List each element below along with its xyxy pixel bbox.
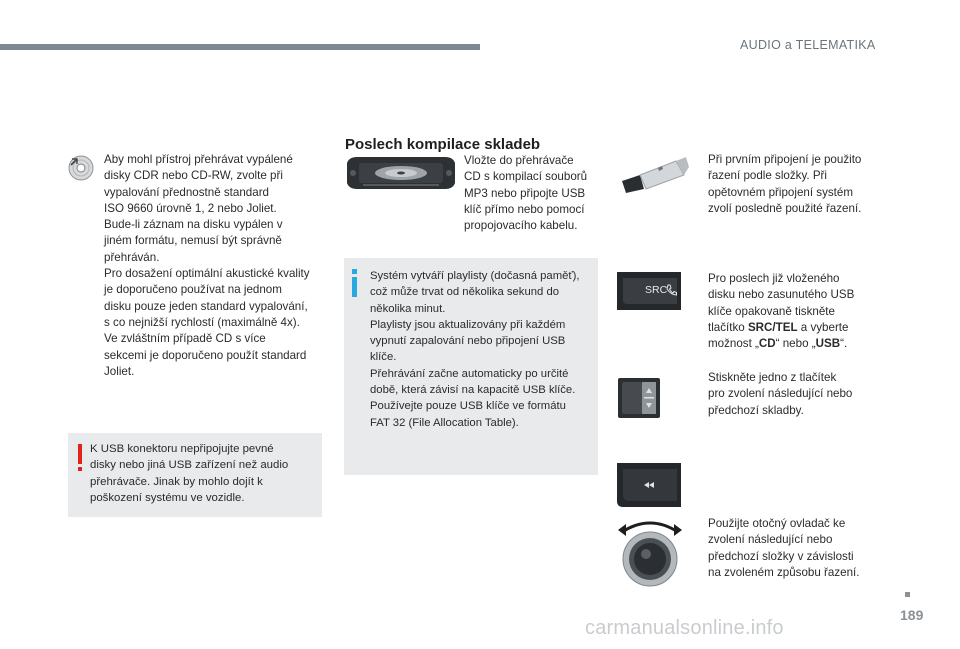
usb-warning-text: K USB konektoru nepřipojujte pevné disky nebo jiná USB zařízení než audio přehrávače. Jinak by mohlo dojít k poškození systému ve vozidle. [90,443,289,504]
track-buttons-text: Stiskněte jedno z tlačítek pro zvolení následující nebo předchozí skladby. [708,371,853,417]
dial-text: Použijte otočný ovladač ke zvolení následující nebo předchozí složky v závislosti na zvoleném způsobu řazení. [708,517,860,579]
src-tel-label: SRC/TEL [747,320,798,334]
cd-option: CD [758,337,776,351]
usb-key-icon [618,155,690,195]
up-down-arrow-buttons [618,378,660,418]
page-number: 189 [900,607,924,623]
insert-media-text: Vložte do přehrávače CD s kompilací souborů MP3 nebo připojte USB klíč přímo nebo pomocí propojovacího kabelu. [464,154,588,233]
src-line-4-post: a vyberte [797,320,849,334]
src-line-5c: “. [840,337,848,351]
src-line-3: klíče opakovaně tiskněte [708,304,835,318]
cd-player-icon [345,155,457,191]
usb-option: USB [815,337,841,351]
src-line-2: disku nebo zasunutého USB [708,288,855,302]
phone-icon [666,284,677,296]
info-icon [350,268,360,298]
rewind-button [617,463,681,507]
src-instruction-text [708,271,854,352]
exclamation-icon [74,443,86,473]
chapter-title: AUDIO a TELEMATIKA [740,38,876,52]
section-title: Poslech kompilace skladeb [345,136,541,153]
src-line-5b: “ nebo „ [775,337,816,351]
rotary-dial-icon [616,518,684,588]
usb-sorting-text: Při prvním připojení je použito řazení podle složky. Při opětovném připojení systém zvolí posledně použité řazení. [708,153,862,215]
header-bar [0,44,480,50]
src-button-label: SRC [645,284,668,296]
src-line-5a: možnost „ [708,337,759,351]
src-line-4-pre: tlačítko [708,320,748,334]
src-line-1: Pro poslech již vloženého [708,272,840,285]
playlist-info-text: Systém vytváří playlisty (dočasná paměť), což může trvat od několika sekund do několika minut. Playlisty jsou aktualizovány při každém vypnutí zapalování nebo připojení USB klíče. Přehrávání začne automaticky po určité době, která závisí na kapacitě USB klíče. Používejte pouze USB klíče ve formátu FAT 32 (File Allocation Table). [370,270,580,429]
cd-icon [68,155,94,181]
watermark: carmanualsonline.info [585,617,784,639]
cd-format-note: Aby mohl přístroj přehrávat vypálené disky CDR nebo CD-RW, zvolte při vypalování přednostně standard ISO 9660 úrovně 1, 2 nebo Joliet. Bude-li záznam na disku vypálen v jiném formátu, nemusí být správně přehráván. Pro dosažení optimální akustické kvality je doporučeno používat na jednom disku pouze jeden standard vypalování, s co nejnižší rychlostí (maximálně 4x). Ve zvláštním případě CD s více sekcemi je doporučeno použít standard Joliet. [104,153,310,378]
page-marker [905,592,910,597]
